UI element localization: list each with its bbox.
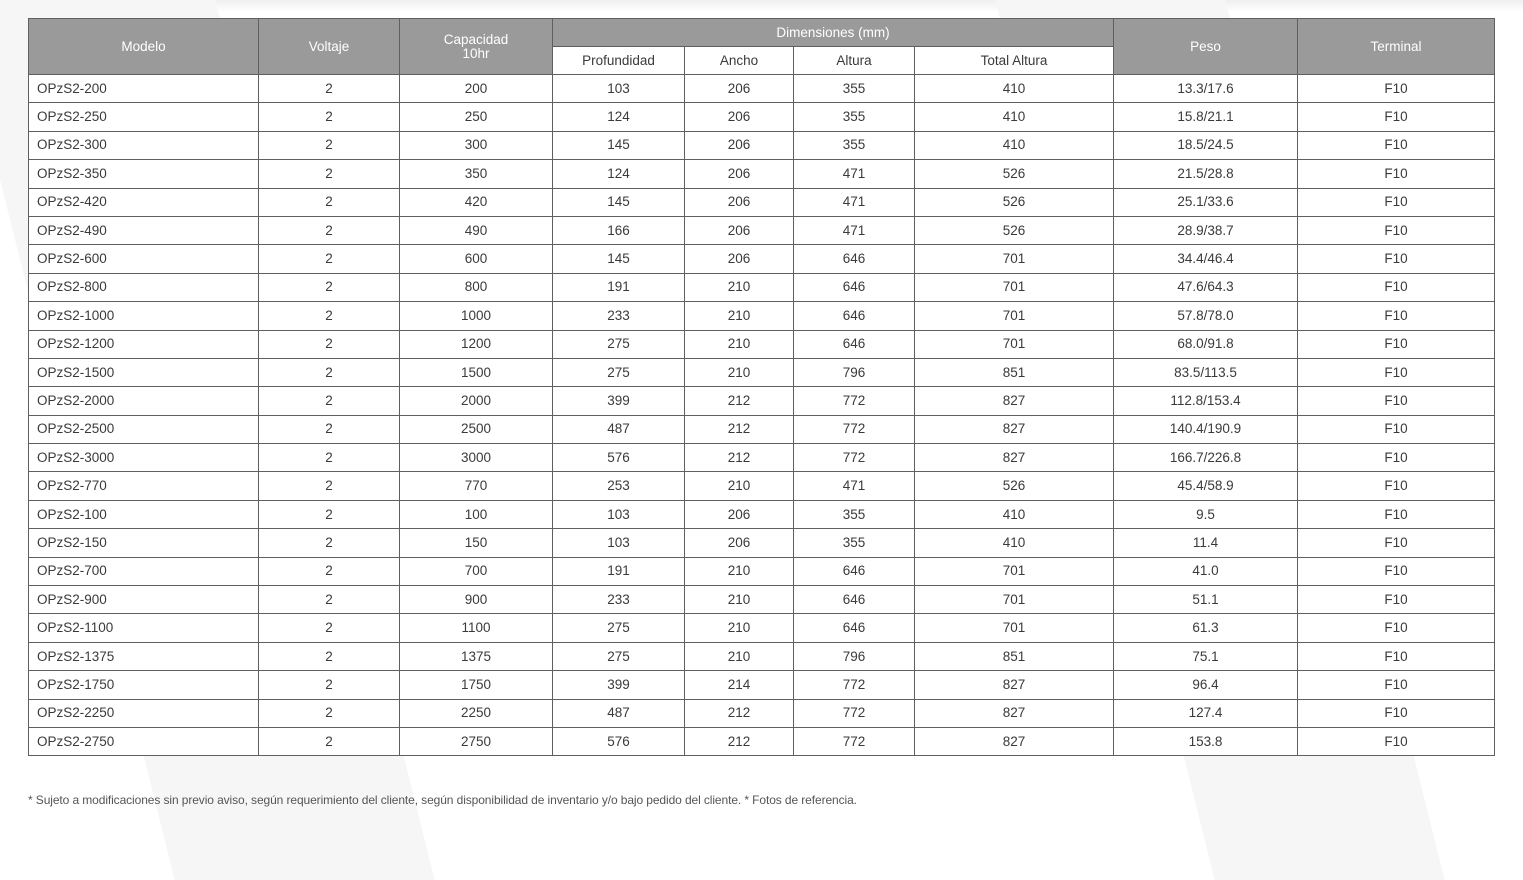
cell-total-altura: 410 (915, 500, 1114, 528)
cell-terminal: F10 (1298, 557, 1495, 585)
cell-ancho: 214 (685, 671, 794, 699)
cell-capacidad: 900 (400, 586, 553, 614)
cell-altura: 646 (794, 245, 915, 273)
cell-total-altura: 827 (915, 387, 1114, 415)
cell-voltaje: 2 (259, 103, 400, 131)
cell-modelo: OPzS2-800 (29, 273, 259, 301)
cell-modelo: OPzS2-250 (29, 103, 259, 131)
cell-voltaje: 2 (259, 415, 400, 443)
cell-capacidad: 700 (400, 557, 553, 585)
cell-peso: 140.4/190.9 (1114, 415, 1298, 443)
cell-voltaje: 2 (259, 529, 400, 557)
table-row (29, 444, 1495, 472)
cell-capacidad: 1000 (400, 302, 553, 330)
cell-total-altura: 701 (915, 330, 1114, 358)
cell-capacidad: 250 (400, 103, 553, 131)
cell-capacidad: 2750 (400, 727, 553, 755)
cell-modelo: OPzS2-2750 (29, 727, 259, 755)
cell-voltaje: 2 (259, 358, 400, 386)
cell-voltaje: 2 (259, 387, 400, 415)
table-row (29, 415, 1495, 443)
cell-peso: 41.0 (1114, 557, 1298, 585)
cell-peso: 34.4/46.4 (1114, 245, 1298, 273)
cell-ancho: 206 (685, 75, 794, 103)
cell-profundidad: 399 (553, 671, 685, 699)
cell-altura: 646 (794, 273, 915, 301)
cell-profundidad: 233 (553, 586, 685, 614)
cell-peso: 21.5/28.8 (1114, 160, 1298, 188)
cell-capacidad: 2500 (400, 415, 553, 443)
cell-altura: 772 (794, 671, 915, 699)
cell-profundidad: 487 (553, 699, 685, 727)
table-row (29, 472, 1495, 500)
cell-capacidad: 200 (400, 75, 553, 103)
cell-total-altura: 526 (915, 188, 1114, 216)
cell-voltaje: 2 (259, 642, 400, 670)
cell-altura: 796 (794, 642, 915, 670)
cell-profundidad: 103 (553, 529, 685, 557)
cell-ancho: 212 (685, 727, 794, 755)
cell-terminal: F10 (1298, 216, 1495, 244)
cell-altura: 646 (794, 614, 915, 642)
cell-peso: 112.8/153.4 (1114, 387, 1298, 415)
cell-profundidad: 124 (553, 103, 685, 131)
cell-peso: 166.7/226.8 (1114, 444, 1298, 472)
header-capacidad-line1: Capacidad (443, 31, 509, 47)
cell-ancho: 206 (685, 131, 794, 159)
cell-terminal: F10 (1298, 727, 1495, 755)
top-shade (0, 0, 1523, 12)
table-row (29, 188, 1495, 216)
cell-altura: 772 (794, 415, 915, 443)
cell-altura: 772 (794, 699, 915, 727)
table-row (29, 699, 1495, 727)
cell-modelo: OPzS2-700 (29, 557, 259, 585)
footnote: * Sujeto a modificaciones sin previo aviso, según requerimiento del cliente, según disponibilidad de inventario y/o bajo pedido del cliente. * Fotos de referencia. (28, 793, 857, 807)
cell-terminal: F10 (1298, 699, 1495, 727)
cell-modelo: OPzS2-300 (29, 131, 259, 159)
table-row (29, 75, 1495, 103)
table-row (29, 500, 1495, 528)
cell-profundidad: 275 (553, 614, 685, 642)
cell-terminal: F10 (1298, 75, 1495, 103)
cell-peso: 57.8/78.0 (1114, 302, 1298, 330)
cell-modelo: OPzS2-200 (29, 75, 259, 103)
cell-modelo: OPzS2-1200 (29, 330, 259, 358)
cell-voltaje: 2 (259, 302, 400, 330)
cell-profundidad: 487 (553, 415, 685, 443)
cell-peso: 153.8 (1114, 727, 1298, 755)
cell-altura: 355 (794, 529, 915, 557)
cell-total-altura: 827 (915, 444, 1114, 472)
cell-total-altura: 701 (915, 302, 1114, 330)
cell-altura: 646 (794, 586, 915, 614)
cell-peso: 47.6/64.3 (1114, 273, 1298, 301)
table-row (29, 727, 1495, 755)
cell-voltaje: 2 (259, 273, 400, 301)
cell-capacidad: 150 (400, 529, 553, 557)
cell-profundidad: 576 (553, 727, 685, 755)
cell-voltaje: 2 (259, 699, 400, 727)
cell-modelo: OPzS2-1500 (29, 358, 259, 386)
cell-ancho: 210 (685, 273, 794, 301)
cell-modelo: OPzS2-2000 (29, 387, 259, 415)
cell-ancho: 206 (685, 160, 794, 188)
cell-ancho: 210 (685, 330, 794, 358)
cell-ancho: 210 (685, 302, 794, 330)
table-row (29, 103, 1495, 131)
cell-total-altura: 827 (915, 699, 1114, 727)
cell-profundidad: 166 (553, 216, 685, 244)
cell-capacidad: 1375 (400, 642, 553, 670)
cell-voltaje: 2 (259, 245, 400, 273)
cell-voltaje: 2 (259, 586, 400, 614)
cell-altura: 646 (794, 330, 915, 358)
cell-total-altura: 851 (915, 642, 1114, 670)
cell-altura: 471 (794, 188, 915, 216)
table-row (29, 131, 1495, 159)
header-peso: Peso (1114, 19, 1298, 75)
cell-profundidad: 275 (553, 358, 685, 386)
header-altura: Altura (794, 47, 915, 75)
cell-total-altura: 410 (915, 529, 1114, 557)
cell-modelo: OPzS2-420 (29, 188, 259, 216)
cell-altura: 471 (794, 216, 915, 244)
cell-terminal: F10 (1298, 387, 1495, 415)
cell-ancho: 212 (685, 444, 794, 472)
cell-peso: 61.3 (1114, 614, 1298, 642)
cell-terminal: F10 (1298, 188, 1495, 216)
cell-capacidad: 800 (400, 273, 553, 301)
header-ancho: Ancho (685, 47, 794, 75)
cell-altura: 355 (794, 103, 915, 131)
cell-ancho: 210 (685, 614, 794, 642)
table-row (29, 671, 1495, 699)
cell-altura: 355 (794, 500, 915, 528)
cell-modelo: OPzS2-1375 (29, 642, 259, 670)
cell-modelo: OPzS2-1750 (29, 671, 259, 699)
cell-terminal: F10 (1298, 273, 1495, 301)
cell-terminal: F10 (1298, 529, 1495, 557)
header-total-altura: Total Altura (915, 47, 1114, 75)
cell-ancho: 206 (685, 216, 794, 244)
cell-modelo: OPzS2-150 (29, 529, 259, 557)
cell-profundidad: 145 (553, 245, 685, 273)
cell-total-altura: 701 (915, 586, 1114, 614)
cell-total-altura: 526 (915, 472, 1114, 500)
cell-modelo: OPzS2-2500 (29, 415, 259, 443)
cell-capacidad: 350 (400, 160, 553, 188)
cell-peso: 28.9/38.7 (1114, 216, 1298, 244)
cell-total-altura: 526 (915, 216, 1114, 244)
header-dimensiones: Dimensiones (mm) (553, 19, 1114, 47)
cell-terminal: F10 (1298, 330, 1495, 358)
cell-capacidad: 770 (400, 472, 553, 500)
cell-ancho: 210 (685, 642, 794, 670)
cell-peso: 127.4 (1114, 699, 1298, 727)
cell-voltaje: 2 (259, 75, 400, 103)
cell-voltaje: 2 (259, 472, 400, 500)
cell-capacidad: 300 (400, 131, 553, 159)
cell-total-altura: 526 (915, 160, 1114, 188)
cell-altura: 471 (794, 160, 915, 188)
battery-spec-table (28, 18, 1495, 756)
cell-ancho: 212 (685, 387, 794, 415)
cell-total-altura: 410 (915, 75, 1114, 103)
cell-total-altura: 701 (915, 557, 1114, 585)
header-capacidad-line2: 10hr (462, 45, 490, 61)
cell-total-altura: 701 (915, 614, 1114, 642)
cell-capacidad: 1100 (400, 614, 553, 642)
table-row (29, 160, 1495, 188)
cell-ancho: 210 (685, 586, 794, 614)
cell-terminal: F10 (1298, 472, 1495, 500)
cell-voltaje: 2 (259, 131, 400, 159)
cell-ancho: 212 (685, 415, 794, 443)
cell-total-altura: 827 (915, 671, 1114, 699)
cell-total-altura: 410 (915, 103, 1114, 131)
cell-altura: 772 (794, 444, 915, 472)
cell-peso: 11.4 (1114, 529, 1298, 557)
cell-ancho: 206 (685, 245, 794, 273)
cell-profundidad: 253 (553, 472, 685, 500)
cell-modelo: OPzS2-3000 (29, 444, 259, 472)
table-row (29, 216, 1495, 244)
table-row (29, 557, 1495, 585)
cell-terminal: F10 (1298, 500, 1495, 528)
cell-peso: 18.5/24.5 (1114, 131, 1298, 159)
cell-voltaje: 2 (259, 330, 400, 358)
cell-peso: 83.5/113.5 (1114, 358, 1298, 386)
cell-ancho: 206 (685, 529, 794, 557)
cell-peso: 51.1 (1114, 586, 1298, 614)
cell-profundidad: 191 (553, 273, 685, 301)
cell-terminal: F10 (1298, 358, 1495, 386)
cell-capacidad: 2250 (400, 699, 553, 727)
cell-total-altura: 701 (915, 245, 1114, 273)
cell-terminal: F10 (1298, 642, 1495, 670)
cell-ancho: 206 (685, 103, 794, 131)
cell-profundidad: 233 (553, 302, 685, 330)
cell-altura: 355 (794, 75, 915, 103)
table-row (29, 529, 1495, 557)
table-row (29, 387, 1495, 415)
cell-modelo: OPzS2-1000 (29, 302, 259, 330)
cell-profundidad: 103 (553, 500, 685, 528)
cell-altura: 355 (794, 131, 915, 159)
cell-profundidad: 124 (553, 160, 685, 188)
cell-altura: 646 (794, 302, 915, 330)
cell-capacidad: 600 (400, 245, 553, 273)
cell-ancho: 210 (685, 472, 794, 500)
cell-capacidad: 1750 (400, 671, 553, 699)
cell-modelo: OPzS2-900 (29, 586, 259, 614)
cell-capacidad: 1200 (400, 330, 553, 358)
header-capacidad (400, 19, 553, 75)
cell-capacidad: 2000 (400, 387, 553, 415)
cell-modelo: OPzS2-100 (29, 500, 259, 528)
cell-terminal: F10 (1298, 103, 1495, 131)
cell-peso: 13.3/17.6 (1114, 75, 1298, 103)
cell-total-altura: 701 (915, 273, 1114, 301)
cell-profundidad: 103 (553, 75, 685, 103)
cell-terminal: F10 (1298, 614, 1495, 642)
header-terminal: Terminal (1298, 19, 1495, 75)
cell-modelo: OPzS2-600 (29, 245, 259, 273)
cell-peso: 75.1 (1114, 642, 1298, 670)
cell-ancho: 210 (685, 557, 794, 585)
cell-profundidad: 191 (553, 557, 685, 585)
cell-voltaje: 2 (259, 557, 400, 585)
cell-modelo: OPzS2-2250 (29, 699, 259, 727)
cell-total-altura: 827 (915, 415, 1114, 443)
cell-terminal: F10 (1298, 245, 1495, 273)
table-body (29, 75, 1495, 756)
cell-altura: 796 (794, 358, 915, 386)
cell-peso: 96.4 (1114, 671, 1298, 699)
cell-total-altura: 851 (915, 358, 1114, 386)
table-row (29, 302, 1495, 330)
table-header (29, 19, 1495, 75)
cell-capacidad: 490 (400, 216, 553, 244)
table-row (29, 245, 1495, 273)
cell-terminal: F10 (1298, 586, 1495, 614)
cell-voltaje: 2 (259, 160, 400, 188)
cell-peso: 45.4/58.9 (1114, 472, 1298, 500)
cell-terminal: F10 (1298, 671, 1495, 699)
cell-voltaje: 2 (259, 614, 400, 642)
cell-profundidad: 399 (553, 387, 685, 415)
cell-modelo: OPzS2-770 (29, 472, 259, 500)
cell-voltaje: 2 (259, 216, 400, 244)
cell-altura: 646 (794, 557, 915, 585)
cell-voltaje: 2 (259, 671, 400, 699)
table-row (29, 614, 1495, 642)
cell-voltaje: 2 (259, 188, 400, 216)
header-profundidad: Profundidad (553, 47, 685, 75)
table-row (29, 273, 1495, 301)
cell-peso: 25.1/33.6 (1114, 188, 1298, 216)
cell-terminal: F10 (1298, 131, 1495, 159)
cell-capacidad: 3000 (400, 444, 553, 472)
cell-voltaje: 2 (259, 727, 400, 755)
table-row (29, 642, 1495, 670)
cell-ancho: 210 (685, 358, 794, 386)
cell-profundidad: 145 (553, 131, 685, 159)
cell-profundidad: 145 (553, 188, 685, 216)
cell-ancho: 206 (685, 500, 794, 528)
cell-total-altura: 410 (915, 131, 1114, 159)
cell-profundidad: 576 (553, 444, 685, 472)
cell-voltaje: 2 (259, 500, 400, 528)
cell-altura: 471 (794, 472, 915, 500)
cell-terminal: F10 (1298, 302, 1495, 330)
cell-altura: 772 (794, 727, 915, 755)
cell-terminal: F10 (1298, 444, 1495, 472)
cell-profundidad: 275 (553, 642, 685, 670)
cell-modelo: OPzS2-1100 (29, 614, 259, 642)
cell-capacidad: 100 (400, 500, 553, 528)
cell-modelo: OPzS2-490 (29, 216, 259, 244)
cell-peso: 9.5 (1114, 500, 1298, 528)
cell-peso: 68.0/91.8 (1114, 330, 1298, 358)
cell-profundidad: 275 (553, 330, 685, 358)
cell-total-altura: 827 (915, 727, 1114, 755)
cell-peso: 15.8/21.1 (1114, 103, 1298, 131)
cell-terminal: F10 (1298, 160, 1495, 188)
cell-voltaje: 2 (259, 444, 400, 472)
table-row (29, 358, 1495, 386)
cell-modelo: OPzS2-350 (29, 160, 259, 188)
header-voltaje: Voltaje (259, 19, 400, 75)
cell-capacidad: 1500 (400, 358, 553, 386)
header-modelo: Modelo (29, 19, 259, 75)
table-row (29, 330, 1495, 358)
table-row (29, 586, 1495, 614)
cell-capacidad: 420 (400, 188, 553, 216)
cell-terminal: F10 (1298, 415, 1495, 443)
cell-ancho: 206 (685, 188, 794, 216)
cell-altura: 772 (794, 387, 915, 415)
cell-ancho: 212 (685, 699, 794, 727)
